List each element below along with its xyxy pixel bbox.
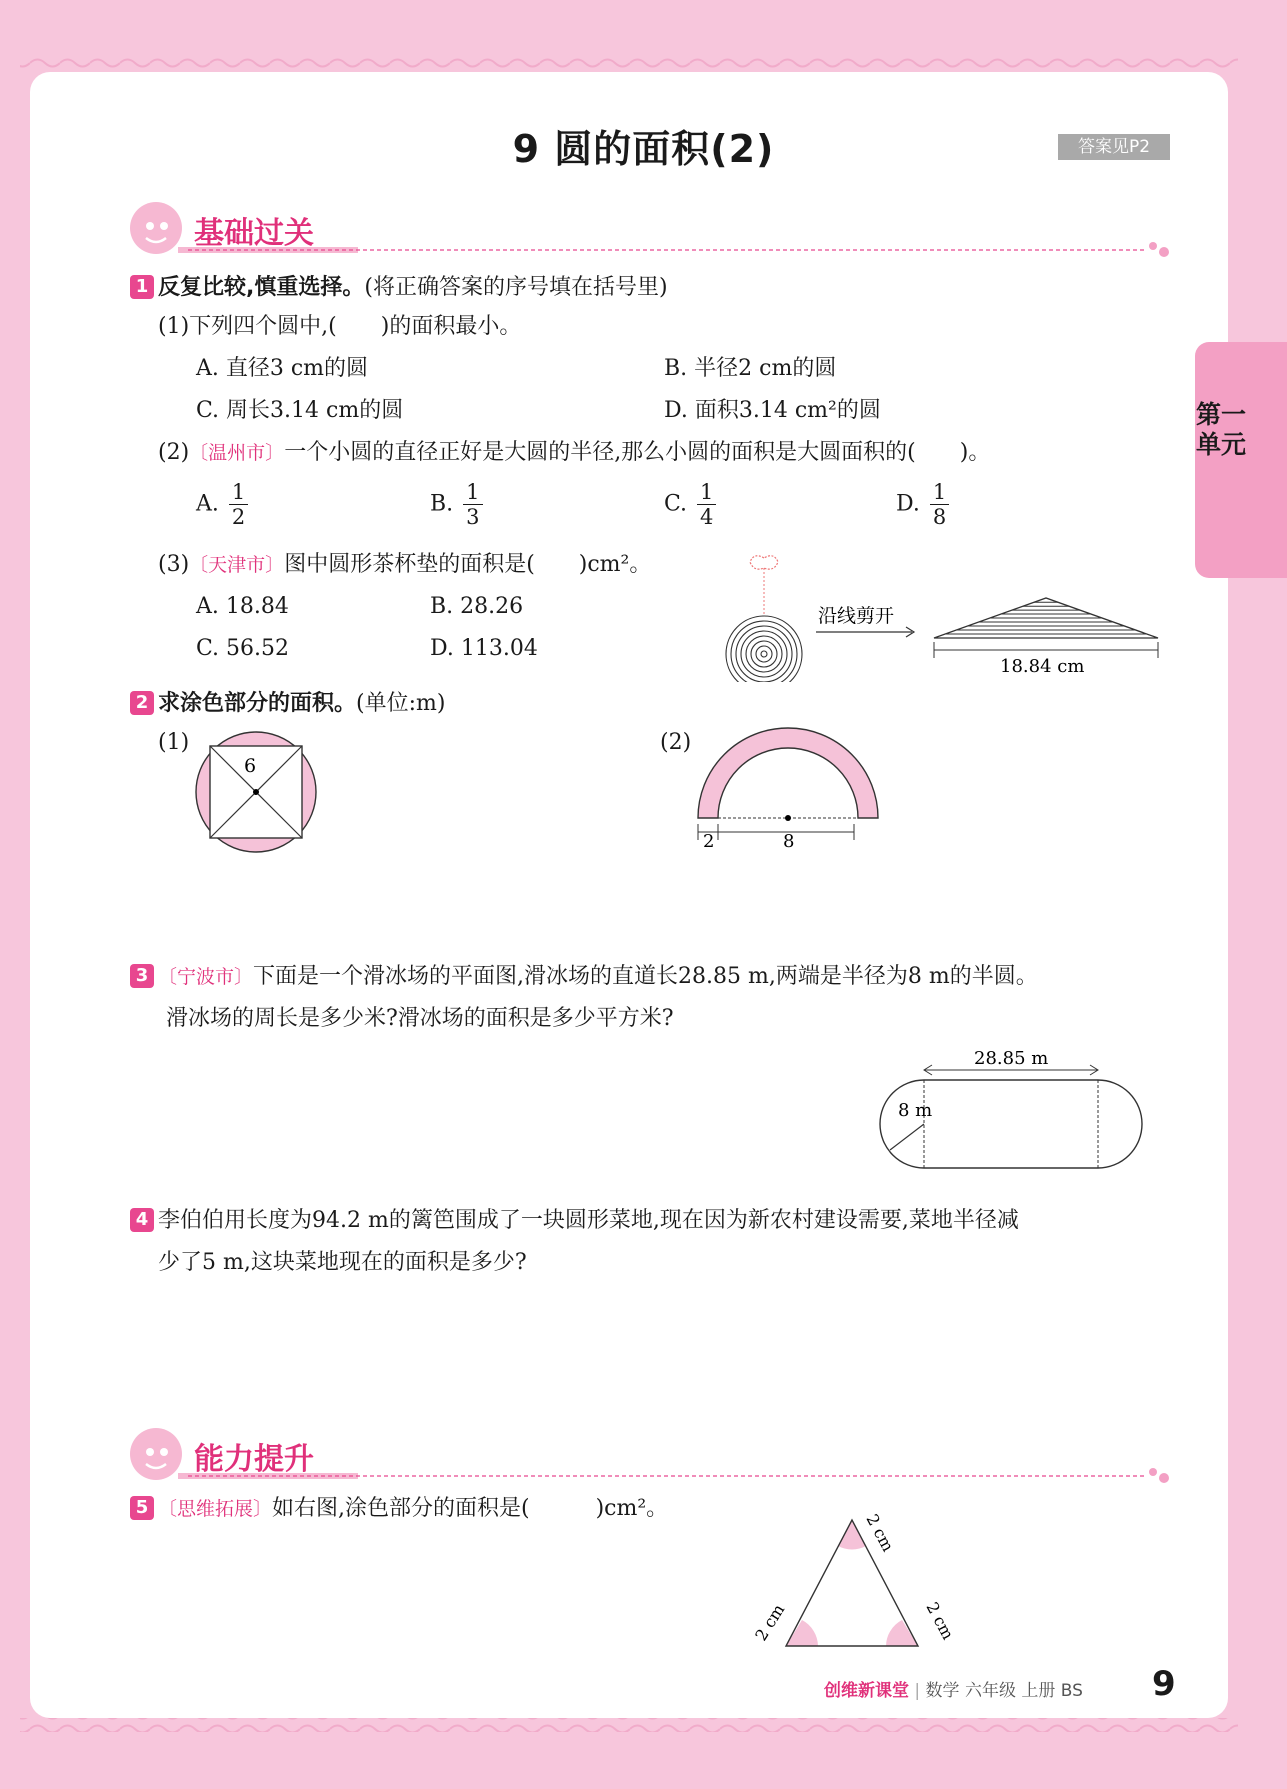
option-letter: D.: [896, 491, 920, 517]
triangle-length-label: 18.84 cm: [1000, 656, 1085, 677]
question-number: 4: [130, 1208, 154, 1232]
fraction: [229, 480, 248, 529]
rink-radius-label: 8 m: [898, 1100, 933, 1121]
q1-sub3-option-b: B. 28.26: [430, 594, 524, 619]
q2-fig2-label: (2): [660, 730, 692, 755]
question-3-text-1: 下面是一个滑冰场的平面图,滑冰场的直道长28.85 m,两端是半径为8 m的半圆。: [253, 964, 1038, 989]
page-number: 9: [1152, 1664, 1176, 1704]
footer-info: 创维新课堂 | 数学 六年级 上册 BS: [824, 1681, 1083, 1701]
q1-sub1-option-d: D. 面积3.14 cm²的圆: [664, 398, 881, 423]
question-1-hint: (将正确答案的序号填在括号里): [364, 275, 668, 300]
answer-reference-badge: 答案见P2: [1058, 134, 1170, 160]
fraction-denominator: 3: [466, 505, 480, 529]
question-4-line-2: 少了5 m,这块菜地现在的面积是多少?: [158, 1250, 527, 1275]
option-letter: C.: [664, 491, 688, 517]
q2-fig1-label: (1): [158, 730, 190, 755]
concentric-circles: [726, 616, 802, 682]
page-title: 9 圆的面积(2): [512, 127, 775, 171]
skating-rink-figure: [870, 1044, 1150, 1174]
question-4-line-1: [130, 1206, 1019, 1236]
fraction-denominator: 2: [231, 505, 246, 529]
question-5-text: 如右图,涂色部分的面积是( )cm²。: [272, 1496, 669, 1521]
question-1-title: 反复比较,慎重选择。: [158, 275, 365, 300]
fraction-numerator: 1: [229, 480, 248, 505]
question-number: 3: [130, 964, 154, 988]
region-tag: 〔温州市〕: [189, 442, 285, 464]
coaster-figure: [720, 552, 1170, 682]
question-3-line-2: 滑冰场的周长是多少米?滑冰场的面积是多少平方米?: [166, 1006, 674, 1031]
question-2-hint: (单位:m): [356, 691, 446, 716]
q1-sub2-prefix: (2): [158, 440, 190, 465]
fraction: [697, 480, 716, 529]
fraction-numerator: 1: [463, 480, 482, 505]
q1-sub3-option-c: C. 56.52: [196, 636, 290, 661]
section-title-basic: 基础过关: [194, 216, 314, 251]
q1-sub2-text: 一个小圆的直径正好是大圆的半径,那么小圆的面积是大圆面积的( )。: [284, 440, 991, 465]
fraction-numerator: 1: [697, 480, 716, 505]
section-title-advanced: 能力提升: [194, 1442, 314, 1477]
footer-brand: 创维新课堂: [824, 1681, 909, 1701]
q1-sub1-option-b: B. 半径2 cm的圆: [664, 356, 837, 381]
q1-sub3-prefix: (3): [158, 552, 190, 577]
question-number: 2: [130, 691, 154, 715]
unit-side-tab-label: 第一单元: [1196, 400, 1247, 459]
triangle-figure: [740, 1500, 970, 1670]
q1-sub1-option-a: A. 直径3 cm的圆: [196, 356, 369, 381]
q2-figure-1: [190, 728, 330, 858]
q1-sub2-option-c: [664, 480, 716, 529]
q1-sub3-option-d: D. 113.04: [430, 636, 538, 661]
fraction: [930, 480, 949, 529]
unit-side-tab: [1195, 342, 1287, 578]
mascot-icon: [130, 1428, 182, 1480]
question-number: 1: [130, 275, 154, 299]
triangle-side-label-right: 2 cm: [922, 1598, 958, 1643]
option-letter: B.: [430, 491, 454, 517]
cut-label: 沿线剪开: [818, 605, 895, 627]
q2-fig1-value: 6: [244, 755, 257, 777]
q1-sub1-text: (1)下列四个圆中,( )的面积最小。: [158, 314, 522, 339]
q2-figure-2: [690, 720, 890, 850]
q1-sub2-option-d: [896, 480, 949, 529]
q1-sub2-option-b: [430, 480, 483, 529]
q1-sub1-option-c: C. 周长3.14 cm的圆: [196, 398, 404, 423]
ribbon-bow-icon: [750, 556, 778, 616]
q1-sub2-option-a: [196, 480, 248, 529]
q2-fig2-width: 2: [703, 831, 715, 850]
question-4-text-1: 李伯伯用长度为94.2 m的篱笆围成了一块圆形菜地,现在因为新农村建设需要,菜地半径减: [158, 1208, 1019, 1233]
region-tag: 〔宁波市〕: [158, 966, 254, 988]
q1-sub3-text: 图中圆形茶杯垫的面积是( )cm²。: [284, 552, 652, 577]
q1-sub2-line: [158, 438, 990, 468]
question-2-title: 求涂色部分的面积。: [158, 691, 357, 716]
triangle-side-label-left: 2 cm: [751, 1600, 789, 1645]
fraction-denominator: 4: [700, 505, 714, 529]
question-2-header: [130, 686, 445, 719]
question-1-header: [130, 270, 668, 303]
fraction: [463, 480, 482, 529]
question-5-line: [130, 1494, 668, 1524]
question-number: 5: [130, 1496, 154, 1520]
option-letter: A.: [196, 491, 219, 517]
unrolled-triangle: [934, 598, 1158, 638]
q1-sub3-option-a: A. 18.84: [196, 594, 289, 619]
q2-fig2-radius: 8: [783, 831, 795, 850]
region-tag: 〔天津市〕: [189, 554, 285, 576]
mascot-icon: [130, 202, 182, 254]
triangle-side-label-top: 2 cm: [862, 1510, 898, 1555]
rink-length-label: 28.85 m: [974, 1048, 1049, 1069]
region-tag: 〔思维拓展〕: [158, 1498, 273, 1520]
question-3-line-1: [130, 962, 1038, 992]
fraction-denominator: 8: [932, 505, 947, 529]
footer-course-info: 数学 六年级 上册 BS: [925, 1681, 1083, 1701]
fraction-numerator: 1: [930, 480, 949, 505]
q1-sub3-line: [158, 550, 651, 580]
